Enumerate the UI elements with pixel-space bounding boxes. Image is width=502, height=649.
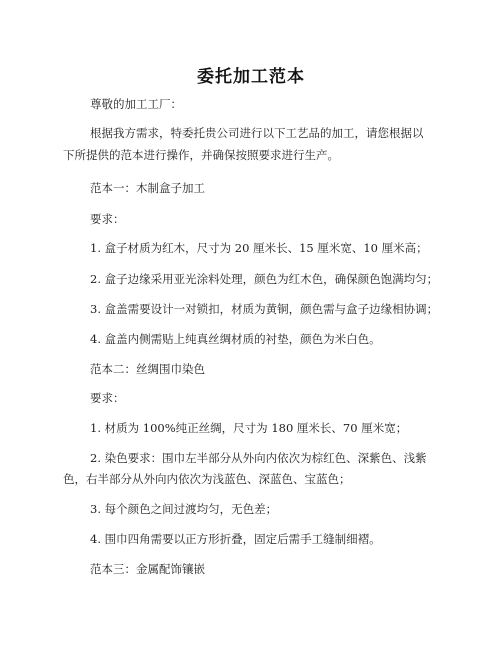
sample1-item-1: 1. 盒子材质为红木，尺寸为 20 厘米长、15 厘米宽、10 厘米高； [90, 241, 428, 255]
sample1-item-4: 4. 盒盖内侧需贴上纯真丝绸材质的衬垫，颜色为米白色。 [90, 332, 381, 346]
sample2-heading: 范本二：丝绸围巾染色 [90, 362, 205, 376]
sample2-item-3: 3. 每个颜色之间过渡均匀，无色差； [90, 502, 278, 516]
document-title: 委托加工范本 [197, 67, 305, 87]
sample2-item-4: 4. 围巾四角需要以正方形折叠，固定后需手工缝制细褶。 [90, 532, 381, 546]
sample1-heading: 范本一：木制盒子加工 [90, 181, 205, 195]
sample1-item-2: 2. 盒子边缘采用亚光涂料处理，颜色为红木色，确保颜色饱满均匀； [90, 272, 439, 286]
sample1-item-3: 3. 盒盖需要设计一对锁扣，材质为黄铜，颜色需与盒子边缘相协调； [90, 302, 439, 316]
greeting: 尊敬的加工工厂： [90, 97, 182, 111]
sample2-requirements-label: 要求： [90, 391, 125, 405]
intro-line-2: 下所提供的范本进行操作，并确保按照要求进行生产。 [63, 148, 339, 162]
sample2-item-1: 1. 材质为 100%纯正丝绸，尺寸为 180 厘米长、70 厘米宽； [90, 421, 408, 435]
sample1-requirements-label: 要求： [90, 212, 125, 226]
sample2-item-2-line-1: 2. 染色要求：围巾左半部分从外向内依次为棕红色、深紫色、浅紫 [90, 451, 427, 465]
sample2-item-2-line-2: 色，右半部分从外向内依次为浅蓝色、深蓝色、宝蓝色； [63, 472, 351, 486]
sample3-heading: 范本三：金属配饰镶嵌 [90, 562, 205, 576]
intro-line-1: 根据我方需求，特委托贵公司进行以下工艺品的加工，请您根据以 [90, 126, 424, 140]
